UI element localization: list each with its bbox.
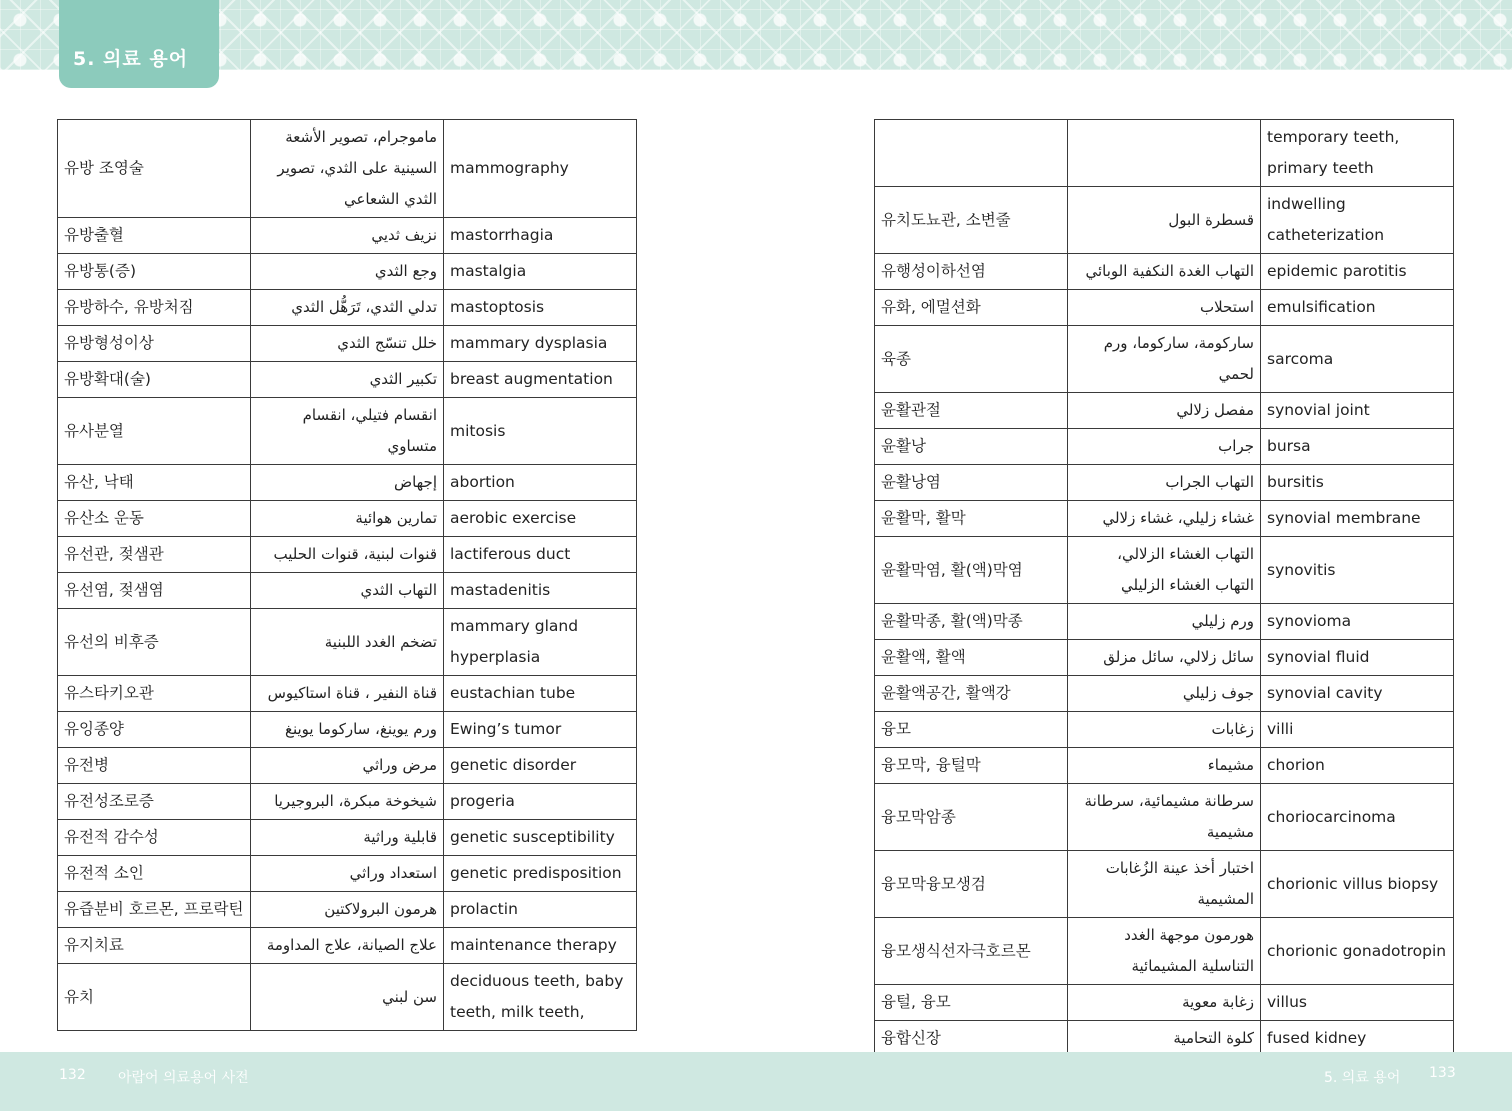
- english-term-cell: synovial joint: [1261, 393, 1454, 429]
- arabic-term-cell: ساركومة، ساركوما، ورم لحمي: [1068, 326, 1261, 393]
- korean-term-cell: 융모막암종: [875, 784, 1068, 851]
- table-row: [58, 784, 637, 820]
- arabic-term-cell: التهاب الغشاء الزلالي، التهاب الغشاء الزليلي: [1068, 537, 1261, 604]
- table-row: [58, 254, 637, 290]
- table-row: [875, 784, 1454, 851]
- table-row: [875, 748, 1454, 784]
- arabic-term-cell: مفصل زلالي: [1068, 393, 1261, 429]
- korean-term-cell: 유전적 감수성: [58, 820, 251, 856]
- table-row: [875, 501, 1454, 537]
- table-row: [875, 465, 1454, 501]
- arabic-term-cell: مرض وراثي: [251, 748, 444, 784]
- table-row: [875, 120, 1454, 187]
- arabic-term-cell: زغابة معوية: [1068, 985, 1261, 1021]
- chapter-title: 5. 의료 용어: [73, 48, 189, 70]
- arabic-term-cell: سن لبني: [251, 964, 444, 1031]
- korean-term-cell: 유방통(증): [58, 254, 251, 290]
- table-row: [58, 120, 637, 218]
- korean-term-cell: 유전적 소인: [58, 856, 251, 892]
- table-row: [875, 326, 1454, 393]
- korean-term-cell: 유전병: [58, 748, 251, 784]
- chapter-tab: [59, 0, 219, 88]
- english-term-cell: genetic disorder: [444, 748, 637, 784]
- table-row: [875, 604, 1454, 640]
- korean-term-cell: 유즙분비 호르몬, 프로락틴: [58, 892, 251, 928]
- korean-term-cell: 윤활막, 활막: [875, 501, 1068, 537]
- korean-term-cell: 유잉종양: [58, 712, 251, 748]
- korean-term-cell: 윤활액, 활액: [875, 640, 1068, 676]
- glossary-table-left-body: [58, 120, 637, 1031]
- arabic-term-cell: قناة النفير ، قناة استاكيوس: [251, 676, 444, 712]
- table-row: [875, 918, 1454, 985]
- table-row: [58, 856, 637, 892]
- table-row: [875, 187, 1454, 254]
- arabic-term-cell: ماموجرام، تصوير الأشعة السينية على الثدي، تصوير الثدي الشعاعي: [251, 120, 444, 218]
- english-term-cell: aerobic exercise: [444, 501, 637, 537]
- arabic-term-cell: قسطرة البول: [1068, 187, 1261, 254]
- korean-term-cell: [875, 120, 1068, 187]
- english-term-cell: mastadenitis: [444, 573, 637, 609]
- table-row: [58, 748, 637, 784]
- arabic-term-cell: اختبار أخذ عينة الزُغابات المشيمية: [1068, 851, 1261, 918]
- english-term-cell: villus: [1261, 985, 1454, 1021]
- arabic-term-cell: سائل زلالي، سائل مزلق: [1068, 640, 1261, 676]
- english-term-cell: emulsification: [1261, 290, 1454, 326]
- korean-term-cell: 윤활관절: [875, 393, 1068, 429]
- korean-term-cell: 유방형성이상: [58, 326, 251, 362]
- english-term-cell: progeria: [444, 784, 637, 820]
- korean-term-cell: 윤활막염, 활(액)막염: [875, 537, 1068, 604]
- table-row: [58, 501, 637, 537]
- table-row: [58, 398, 637, 465]
- arabic-term-cell: هورمون موجهة الغدد التناسلية المشيمائية: [1068, 918, 1261, 985]
- english-term-cell: bursitis: [1261, 465, 1454, 501]
- table-row: [58, 573, 637, 609]
- english-term-cell: mammary gland hyperplasia: [444, 609, 637, 676]
- english-term-cell: abortion: [444, 465, 637, 501]
- english-term-cell: synovial fluid: [1261, 640, 1454, 676]
- table-row: [58, 362, 637, 398]
- arabic-term-cell: علاج الصيانة، علاج المداومة: [251, 928, 444, 964]
- korean-term-cell: 육종: [875, 326, 1068, 393]
- korean-term-cell: 융합신장: [875, 1021, 1068, 1057]
- korean-term-cell: 유선관, 젖샘관: [58, 537, 251, 573]
- korean-term-cell: 유방확대(술): [58, 362, 251, 398]
- table-row: [875, 254, 1454, 290]
- english-term-cell: choriocarcinoma: [1261, 784, 1454, 851]
- table-row: [58, 326, 637, 362]
- korean-term-cell: 융모막, 융털막: [875, 748, 1068, 784]
- header-pattern-band: [0, 0, 1512, 70]
- right-chapter-title: 5. 의료 용어: [1324, 1070, 1401, 1086]
- arabic-term-cell: التهاب الثدي: [251, 573, 444, 609]
- korean-term-cell: 유선의 비후증: [58, 609, 251, 676]
- english-term-cell: prolactin: [444, 892, 637, 928]
- table-row: [58, 609, 637, 676]
- table-row: [875, 712, 1454, 748]
- korean-term-cell: 유행성이하선염: [875, 254, 1068, 290]
- english-term-cell: chorionic villus biopsy: [1261, 851, 1454, 918]
- arabic-term-cell: تمارين هوائية: [251, 501, 444, 537]
- arabic-term-cell: كلوة التحامية: [1068, 1021, 1261, 1057]
- table-row: [875, 676, 1454, 712]
- table-row: [58, 820, 637, 856]
- korean-term-cell: 유전성조로증: [58, 784, 251, 820]
- korean-term-cell: 융모: [875, 712, 1068, 748]
- table-row: [58, 218, 637, 254]
- english-term-cell: sarcoma: [1261, 326, 1454, 393]
- korean-term-cell: 유치도뇨관, 소변줄: [875, 187, 1068, 254]
- arabic-term-cell: زغابات: [1068, 712, 1261, 748]
- table-row: [58, 964, 637, 1031]
- table-row: [875, 290, 1454, 326]
- arabic-term-cell: خلل تنسّج الثدي: [251, 326, 444, 362]
- left-page-number: 132: [59, 1067, 86, 1083]
- korean-term-cell: 유화, 에멀션화: [875, 290, 1068, 326]
- arabic-term-cell: جوف زليلي: [1068, 676, 1261, 712]
- arabic-term-cell: وجع الثدي: [251, 254, 444, 290]
- english-term-cell: bursa: [1261, 429, 1454, 465]
- korean-term-cell: 유사분열: [58, 398, 251, 465]
- arabic-term-cell: التهاب الجراب: [1068, 465, 1261, 501]
- table-row: [875, 640, 1454, 676]
- english-term-cell: synovial cavity: [1261, 676, 1454, 712]
- table-row: [58, 712, 637, 748]
- arabic-term-cell: نزيف ثديي: [251, 218, 444, 254]
- korean-term-cell: 유선염, 젖샘염: [58, 573, 251, 609]
- footer-band: [0, 1052, 1512, 1111]
- english-term-cell: genetic susceptibility: [444, 820, 637, 856]
- english-term-cell: synovitis: [1261, 537, 1454, 604]
- book-title: 아랍어 의료용어 사전: [118, 1070, 249, 1086]
- english-term-cell: breast augmentation: [444, 362, 637, 398]
- table-row: [58, 892, 637, 928]
- arabic-term-cell: قابلية وراثية: [251, 820, 444, 856]
- glossary-table-right: [874, 119, 1454, 1057]
- english-term-cell: mastalgia: [444, 254, 637, 290]
- table-row: [875, 851, 1454, 918]
- arabic-term-cell: سرطانة مشيمائية، سرطانة مشيمية: [1068, 784, 1261, 851]
- english-term-cell: mastoptosis: [444, 290, 637, 326]
- korean-term-cell: 융모막융모생검: [875, 851, 1068, 918]
- english-term-cell: villi: [1261, 712, 1454, 748]
- korean-term-cell: 유산소 운동: [58, 501, 251, 537]
- korean-term-cell: 융모생식선자극호르몬: [875, 918, 1068, 985]
- english-term-cell: temporary teeth, primary teeth: [1261, 120, 1454, 187]
- korean-term-cell: 윤활낭염: [875, 465, 1068, 501]
- english-term-cell: genetic predisposition: [444, 856, 637, 892]
- english-term-cell: mitosis: [444, 398, 637, 465]
- korean-term-cell: 유방 조영술: [58, 120, 251, 218]
- korean-term-cell: 윤활막종, 활(액)막종: [875, 604, 1068, 640]
- table-row: [58, 290, 637, 326]
- arabic-term-cell: غشاء زليلي، غشاء زلالي: [1068, 501, 1261, 537]
- english-term-cell: mastorrhagia: [444, 218, 637, 254]
- glossary-table-right-body: [875, 120, 1454, 1057]
- english-term-cell: synovioma: [1261, 604, 1454, 640]
- english-term-cell: mammography: [444, 120, 637, 218]
- right-page-number: 133: [1429, 1065, 1456, 1081]
- korean-term-cell: 유치: [58, 964, 251, 1031]
- table-row: [875, 985, 1454, 1021]
- korean-term-cell: 유스타키오관: [58, 676, 251, 712]
- arabic-term-cell: تدلي الثدي، تَرَهُّل الثدي: [251, 290, 444, 326]
- korean-term-cell: 유산, 낙태: [58, 465, 251, 501]
- english-term-cell: Ewing’s tumor: [444, 712, 637, 748]
- korean-term-cell: 윤활액공간, 활액강: [875, 676, 1068, 712]
- english-term-cell: epidemic parotitis: [1261, 254, 1454, 290]
- english-term-cell: indwelling catheterization: [1261, 187, 1454, 254]
- korean-term-cell: 유지치료: [58, 928, 251, 964]
- arabic-term-cell: انقسام فتيلي، انقسام متساوي: [251, 398, 444, 465]
- arabic-term-cell: [1068, 120, 1261, 187]
- arabic-term-cell: استحلاب: [1068, 290, 1261, 326]
- english-term-cell: mammary dysplasia: [444, 326, 637, 362]
- table-row: [875, 429, 1454, 465]
- table-row: [58, 928, 637, 964]
- arabic-term-cell: التهاب الغدة النكفية الوبائي: [1068, 254, 1261, 290]
- arabic-term-cell: جراب: [1068, 429, 1261, 465]
- english-term-cell: lactiferous duct: [444, 537, 637, 573]
- arabic-term-cell: هرمون البرولاكتين: [251, 892, 444, 928]
- glossary-table-left: [57, 119, 637, 1031]
- korean-term-cell: 융털, 융모: [875, 985, 1068, 1021]
- english-term-cell: fused kidney: [1261, 1021, 1454, 1057]
- table-row: [58, 676, 637, 712]
- arabic-term-cell: تكبير الثدي: [251, 362, 444, 398]
- korean-term-cell: 유방하수, 유방처짐: [58, 290, 251, 326]
- english-term-cell: chorion: [1261, 748, 1454, 784]
- table-row: [875, 393, 1454, 429]
- arabic-term-cell: ورم زليلي: [1068, 604, 1261, 640]
- arabic-term-cell: شيخوخة مبكرة، البروجيريا: [251, 784, 444, 820]
- korean-term-cell: 윤활낭: [875, 429, 1068, 465]
- english-term-cell: eustachian tube: [444, 676, 637, 712]
- table-row: [875, 537, 1454, 604]
- korean-term-cell: 유방출혈: [58, 218, 251, 254]
- english-term-cell: chorionic gonadotropin: [1261, 918, 1454, 985]
- arabic-term-cell: تضخم الغدد اللبنية: [251, 609, 444, 676]
- arabic-term-cell: إجهاض: [251, 465, 444, 501]
- arabic-term-cell: ورم يوينغ، ساركوما يوينغ: [251, 712, 444, 748]
- arabic-term-cell: مشيماء: [1068, 748, 1261, 784]
- english-term-cell: maintenance therapy: [444, 928, 637, 964]
- arabic-term-cell: استعداد وراثي: [251, 856, 444, 892]
- english-term-cell: synovial membrane: [1261, 501, 1454, 537]
- table-row: [58, 537, 637, 573]
- english-term-cell: deciduous teeth, baby teeth, milk teeth,: [444, 964, 637, 1031]
- arabic-term-cell: قنوات لبنية، قنوات الحليب: [251, 537, 444, 573]
- table-row: [58, 465, 637, 501]
